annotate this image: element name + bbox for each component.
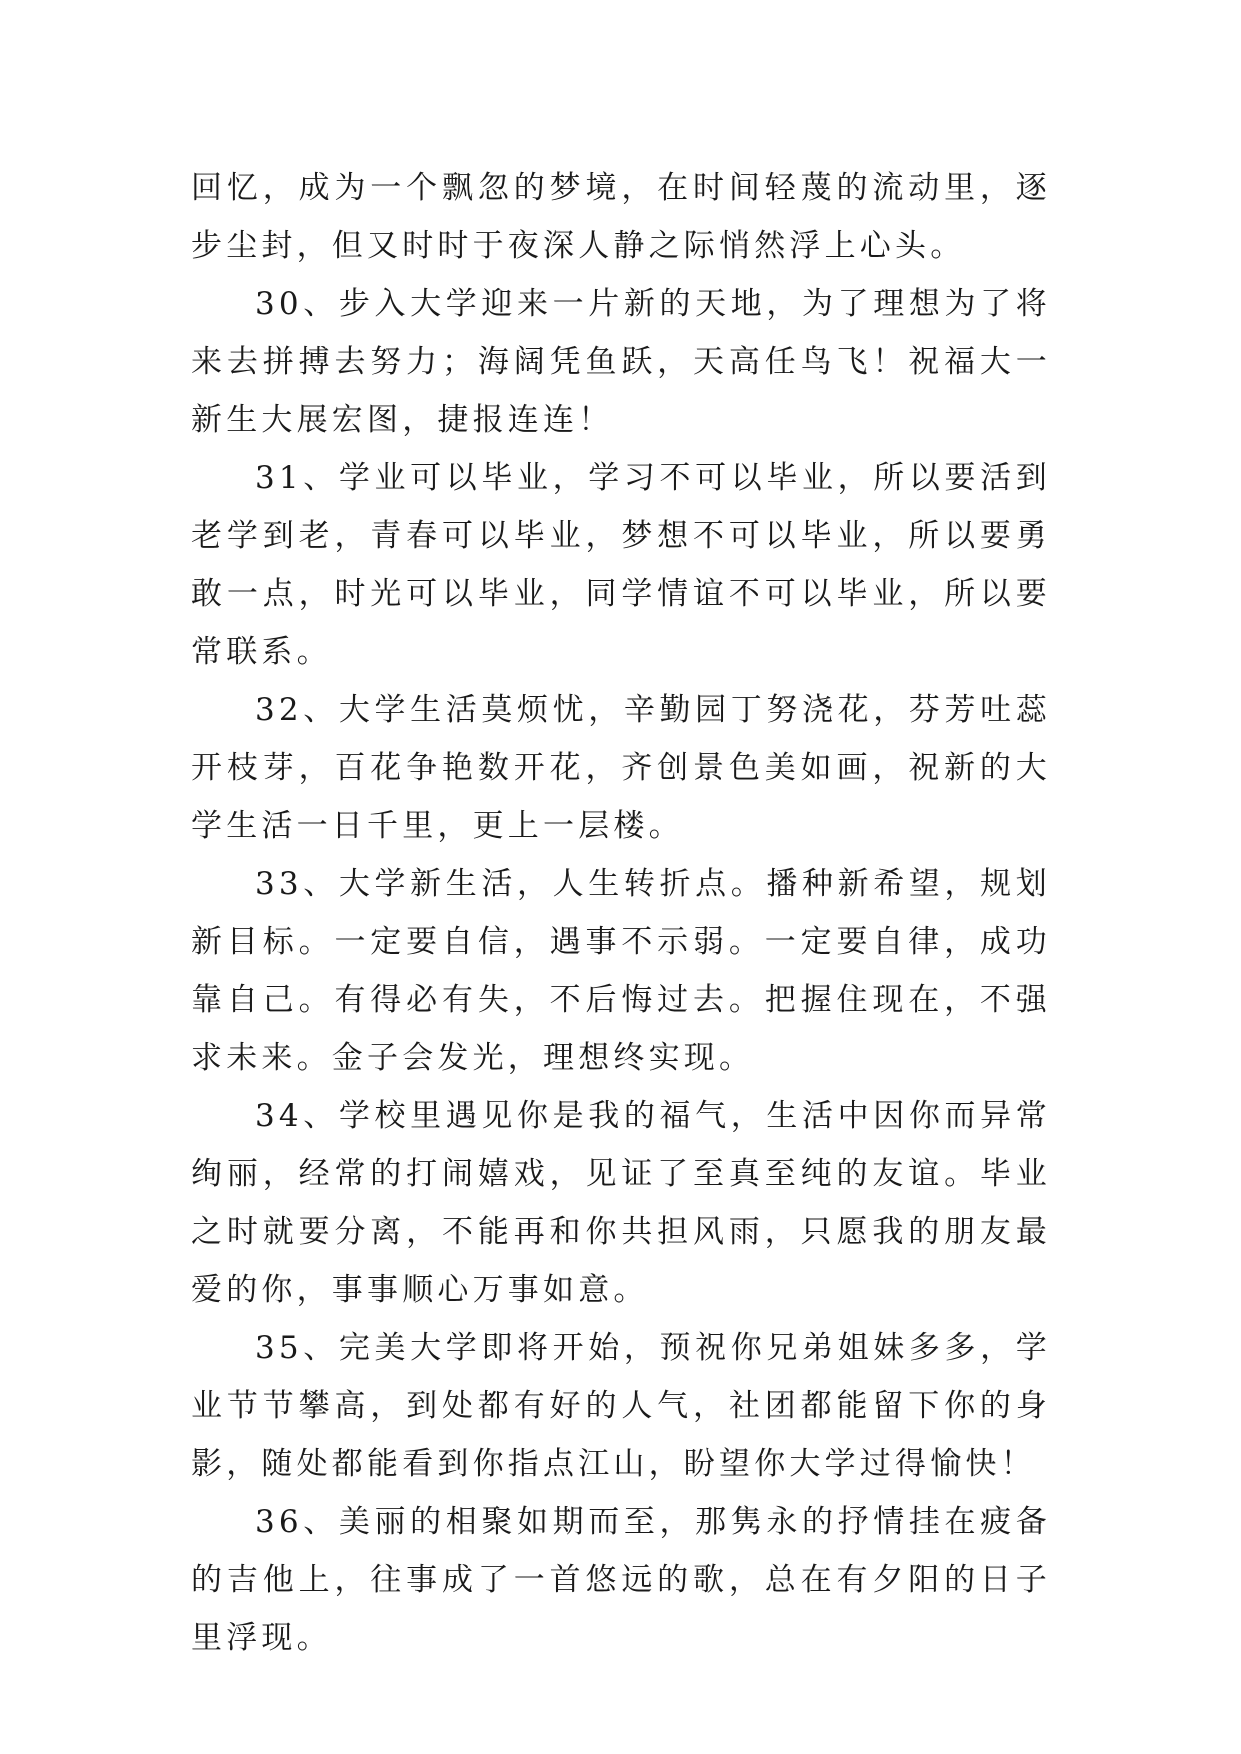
paragraph-34: 34、学校里遇见你是我的福气，生活中因你而异常绚丽，经常的打闹嬉戏，见证了至真至纯的友谊。毕业之时就要分离，不能再和你共担风雨，只愿我的朋友最爱的你，事事顺心万事如意。 (191, 1098, 1051, 1308)
paragraph-30: 30、步入大学迎来一片新的天地，为了理想为了将来去拼搏去努力；海阔凭鱼跃，天高任鸟飞！祝福大一新生大展宏图，捷报连连！ (191, 286, 1051, 438)
paragraph-33: 33、大学新生活，人生转折点。播种新希望，规划新目标。一定要自信，遇事不示弱。一定要自律，成功靠自己。有得必有失，不后悔过去。把握住现在，不强求未来。金子会发光，理想终实现。 (191, 866, 1051, 1076)
paragraph-32: 32、大学生活莫烦忧，辛勤园丁努浇花，芬芳吐蕊开枝芽，百花争艳数开花，齐创景色美如画，祝新的大学生活一日千里，更上一层楼。 (191, 692, 1051, 844)
document-body (191, 159, 1051, 1667)
paragraph-continuation: 回忆，成为一个飘忽的梦境，在时间轻蔑的流动里，逐步尘封，但又时时于夜深人静之际悄然浮上心头。 (191, 170, 1051, 264)
paragraph-31: 31、学业可以毕业，学习不可以毕业，所以要活到老学到老，青春可以毕业，梦想不可以毕业，所以要勇敢一点，时光可以毕业，同学情谊不可以毕业，所以要常联系。 (191, 460, 1051, 670)
paragraph-35: 35、完美大学即将开始，预祝你兄弟姐妹多多，学业节节攀高，到处都有好的人气，社团都能留下你的身影，随处都能看到你指点江山，盼望你大学过得愉快！ (191, 1330, 1051, 1482)
paragraph-36: 36、美丽的相聚如期而至，那隽永的抒情挂在疲备的吉他上，往事成了一首悠远的歌，总在有夕阳的日子里浮现。 (191, 1504, 1051, 1656)
